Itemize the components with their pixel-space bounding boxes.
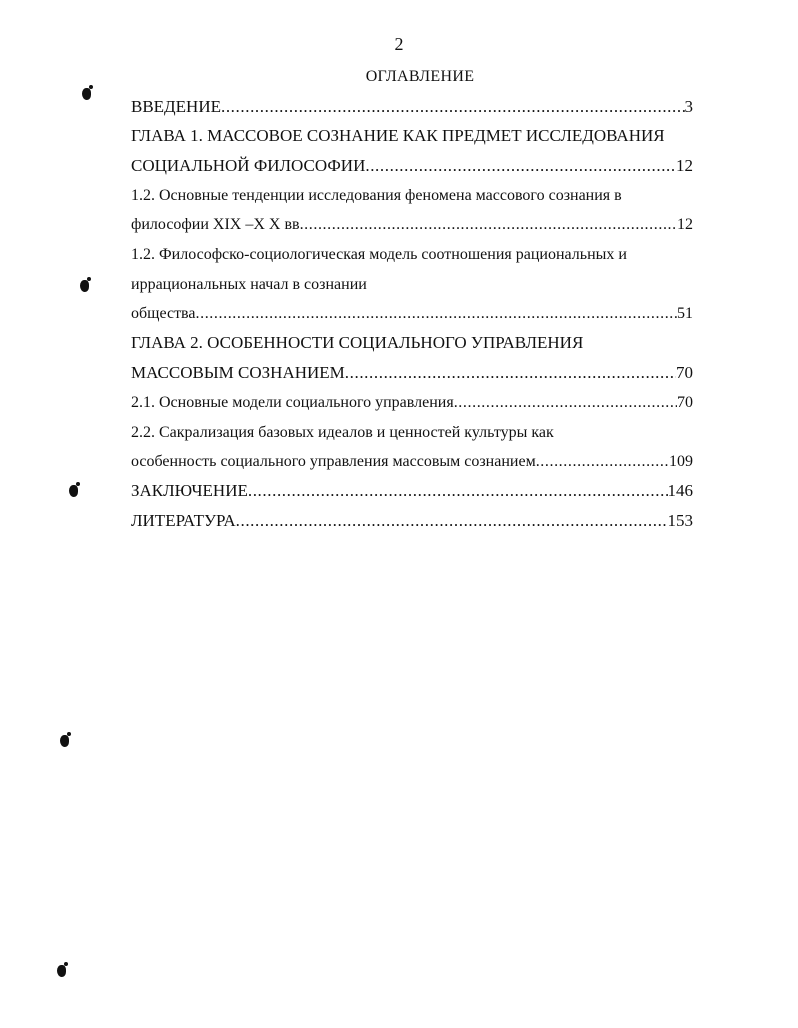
toc-entry-page: 146 xyxy=(667,481,693,500)
toc-entry-title: особенность социального управления массовым сознанием xyxy=(131,453,536,470)
toc-entry-page: 3 xyxy=(684,97,693,116)
binding-hole-mark xyxy=(60,735,69,747)
toc-entry-page: 153 xyxy=(667,511,693,530)
toc-entry-section-1-2b-title: 1.2. Философско-социологическая модель соотношения рациональных и xyxy=(131,246,627,263)
toc-entry-section-1-2b-title-2: иррациональных начал в сознании xyxy=(131,276,367,293)
toc-entry-title: ЛИТЕРАТУРА xyxy=(131,511,236,530)
toc-entry-section-1-2b xyxy=(131,304,693,324)
toc-entry-title: 2.1. Основные модели социального управления xyxy=(131,394,454,411)
toc-entry-chapter-1 xyxy=(131,156,693,176)
toc-entry-page: 12 xyxy=(676,156,693,175)
toc-entry-page: 70 xyxy=(676,363,693,382)
toc-entry-section-1-2a-title: 1.2. Основные тенденции исследования феномена массового сознания в xyxy=(131,187,622,204)
page-number: 2 xyxy=(394,34,404,54)
toc-entry-page: 70 xyxy=(677,394,693,411)
toc-entry-conclusion xyxy=(131,481,693,501)
binding-hole-mark xyxy=(57,965,66,977)
toc-entry-page: 51 xyxy=(677,305,693,322)
toc-entry-page: 109 xyxy=(669,453,693,470)
toc-entry-section-2-1 xyxy=(131,393,693,413)
toc-heading: ОГЛАВЛЕНИЕ xyxy=(365,68,475,85)
toc-entry-section-2-2-title: 2.2. Сакрализация базовых идеалов и ценностей культуры как xyxy=(131,424,554,441)
toc-entry-literature xyxy=(131,511,693,531)
toc-entry-title: СОЦИАЛЬНОЙ ФИЛОСОФИИ xyxy=(131,156,366,175)
binding-hole-mark xyxy=(80,280,89,292)
toc-entry-title: философии XIX –X X вв xyxy=(131,216,300,233)
toc-entry-introduction xyxy=(131,97,693,117)
toc-entry-title: ЗАКЛЮЧЕНИЕ xyxy=(131,481,248,500)
toc-entry-title: ВВЕДЕНИЕ xyxy=(131,97,221,116)
toc-entry-chapter-1-title: ГЛАВА 1. МАССОВОЕ СОЗНАНИЕ КАК ПРЕДМЕТ ИССЛЕДОВАНИЯ xyxy=(131,126,665,145)
toc-entry-chapter-2-title: ГЛАВА 2. ОСОБЕННОСТИ СОЦИАЛЬНОГО УПРАВЛЕНИЯ xyxy=(131,333,584,352)
toc-entry-section-2-2 xyxy=(131,452,693,472)
toc-entry-page: 12 xyxy=(677,216,693,233)
binding-hole-mark xyxy=(69,485,78,497)
toc-entry-title: МАССОВЫМ СОЗНАНИЕМ xyxy=(131,363,345,382)
toc-entry-title: общества xyxy=(131,305,196,322)
toc-entry-chapter-2 xyxy=(131,363,693,383)
toc-entry-section-1-2a xyxy=(131,215,693,235)
binding-hole-mark xyxy=(82,88,91,100)
